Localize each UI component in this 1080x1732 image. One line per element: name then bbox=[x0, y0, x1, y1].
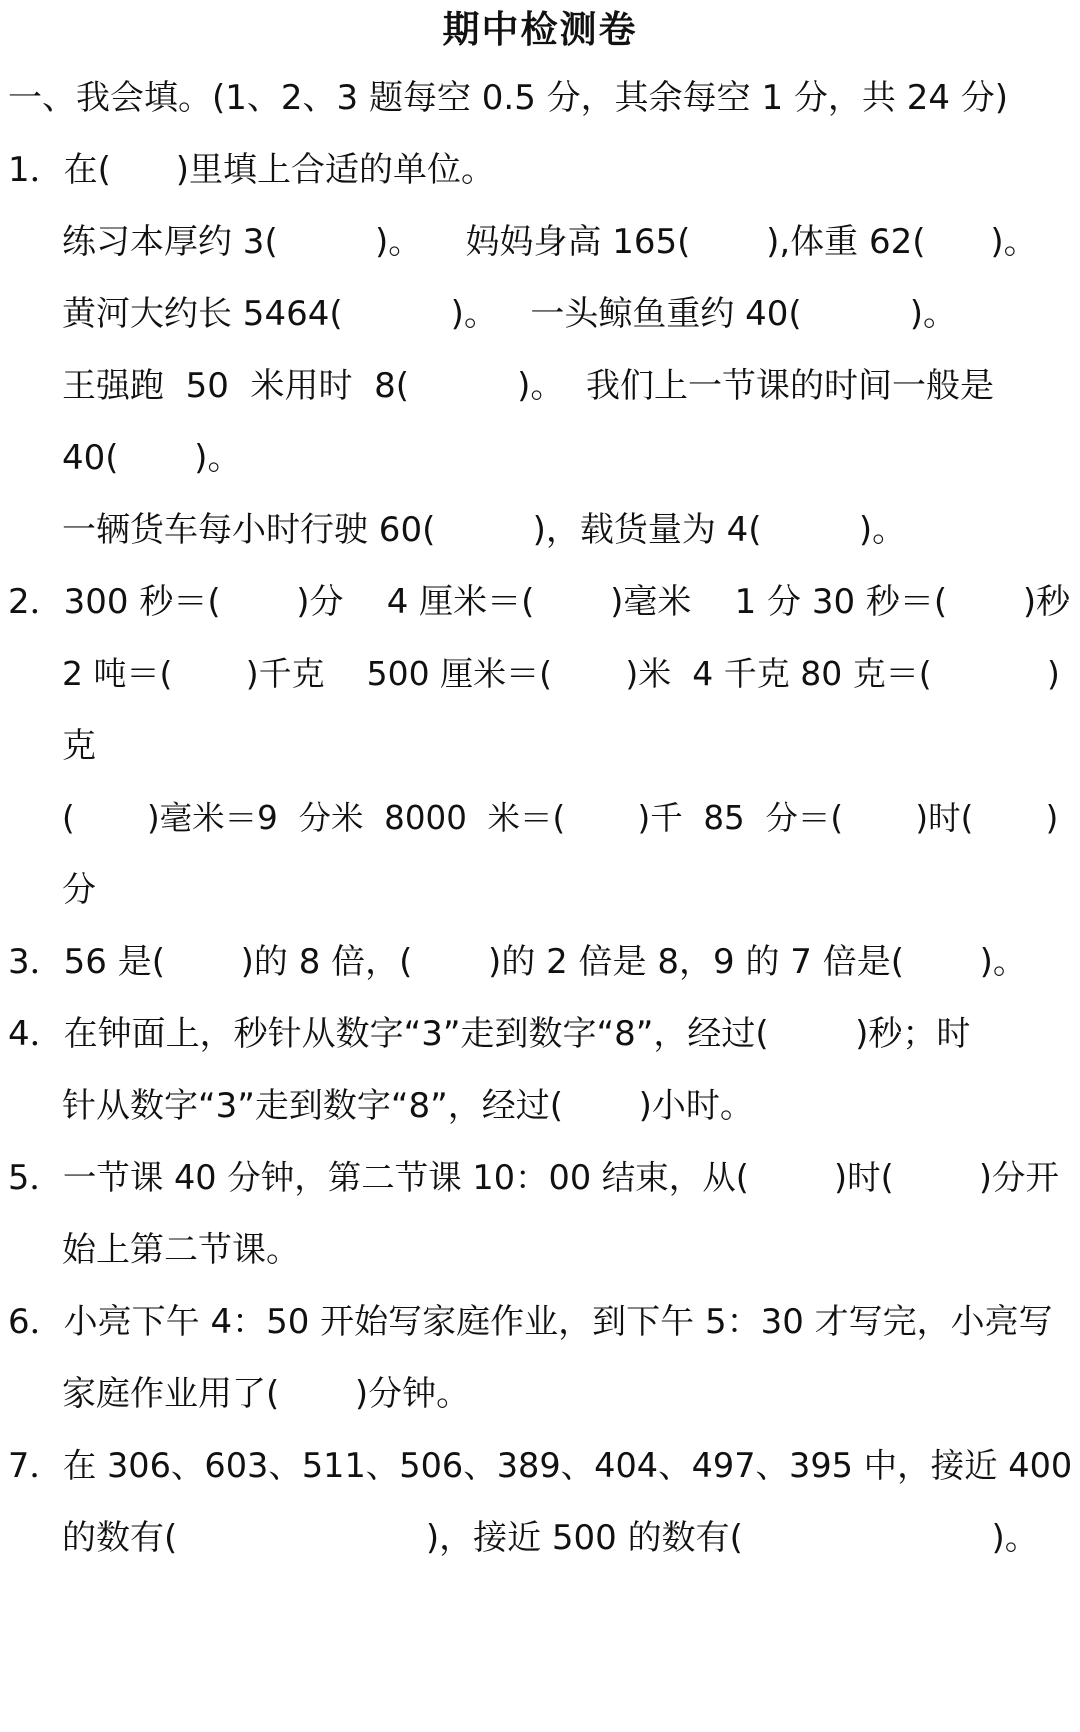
question-1-line-3: 王强跑 50 米用时 8( )。 我们上一节课的时间一般是 bbox=[62, 366, 994, 406]
question-6-line-2: 家庭作业用了( )分钟。 bbox=[62, 1374, 471, 1414]
question-2-line-1: 2．300 秒＝( )分 4 厘米＝( )毫米 1 分 30 秒＝( )秒 bbox=[8, 582, 1071, 622]
section-heading: 一、我会填。(1、2、3 题每空 0.5 分，其余每空 1 分，共 24 分) bbox=[8, 78, 1009, 118]
question-2-line-2: 2 吨＝( )千克 500 厘米＝( )米 4 千克 80 克＝( ) bbox=[62, 654, 1060, 693]
question-2-line-5: 分 bbox=[62, 870, 96, 910]
question-1-line-4: 40( )。 bbox=[62, 438, 242, 478]
question-1-stem: 1．在( )里填上合适的单位。 bbox=[8, 150, 496, 190]
question-7-line-1: 7．在 306、603、511、506、389、404、497、395 中，接近 400 bbox=[8, 1446, 1073, 1485]
question-2-line-3: 克 bbox=[62, 726, 96, 766]
question-3-line-1: 3．56 是( )的 8 倍，( )的 2 倍是 8，9 的 7 倍是( )。 bbox=[8, 942, 1027, 982]
question-1-line-2: 黄河大约长 5464( )。 一头鲸鱼重约 40( )。 bbox=[62, 294, 958, 334]
question-1-line-1: 练习本厚约 3( )。 妈妈身高 165( ),体重 62( )。 bbox=[62, 222, 1038, 262]
question-5-line-1: 5．一节课 40 分钟，第二节课 10：00 结束，从( )时( )分开 bbox=[8, 1158, 1059, 1197]
question-7-line-2: 的数有( )，接近 500 的数有( )。 bbox=[62, 1518, 1039, 1558]
question-2-line-4: ( )毫米＝9 分米 8000 米＝( )千 85 分＝( )时( ) bbox=[62, 799, 1059, 837]
question-6-line-1: 6．小亮下午 4：50 开始写家庭作业，到下午 5：30 才写完，小亮写 bbox=[8, 1302, 1053, 1342]
question-1-line-5: 一辆货车每小时行驶 60( )，载货量为 4( )。 bbox=[62, 510, 907, 550]
question-5-line-2: 始上第二节课。 bbox=[62, 1230, 300, 1270]
page-title: 期中检测卷 bbox=[442, 8, 638, 51]
question-4-line-1: 4．在钟面上，秒针从数字“3”走到数字“8”，经过( )秒；时 bbox=[8, 1014, 971, 1054]
question-4-line-2: 针从数字“3”走到数字“8”，经过( )小时。 bbox=[62, 1086, 754, 1126]
